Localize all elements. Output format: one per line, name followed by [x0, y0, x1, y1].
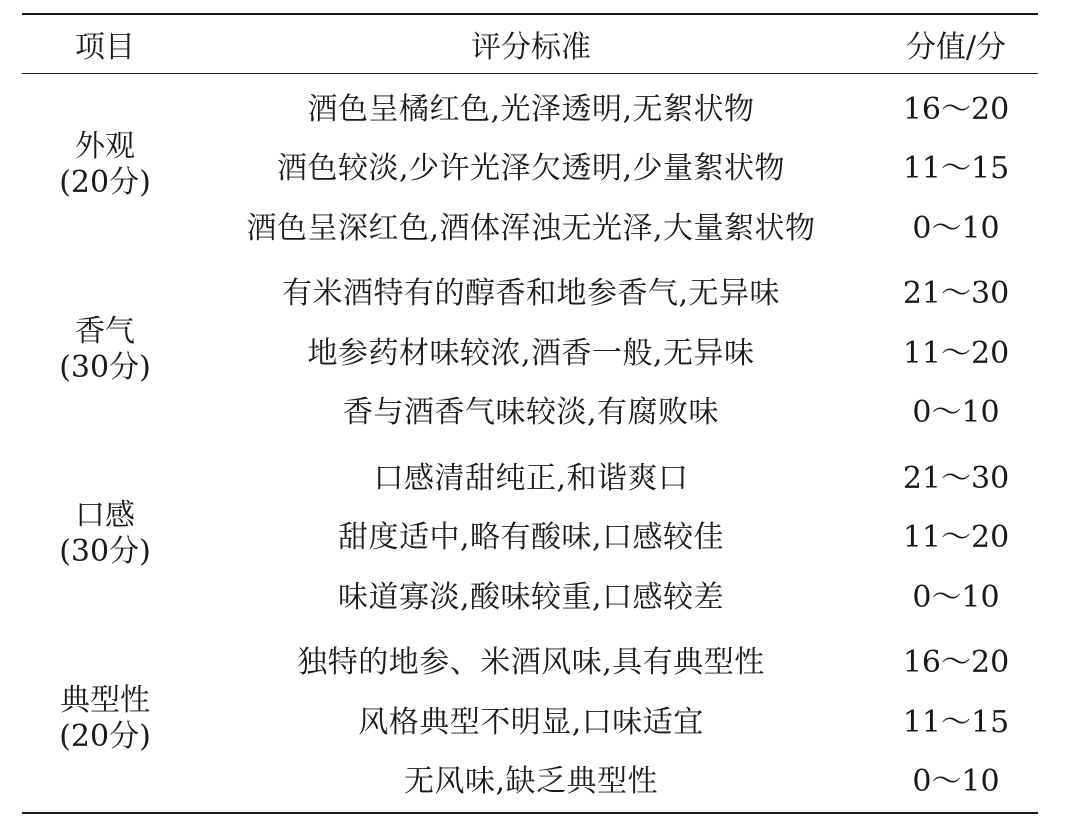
table-row	[188, 261, 1038, 321]
group-points: (20分)	[59, 165, 151, 201]
score-cell: 21～30	[902, 276, 1010, 312]
table-row	[188, 564, 1038, 624]
group-name: 口感	[75, 498, 135, 534]
group-label	[22, 76, 188, 255]
score-cell: 11～15	[902, 151, 1010, 187]
table-row	[188, 749, 1038, 809]
group-label	[22, 630, 188, 809]
score-cell: 0～10	[912, 210, 1000, 246]
table-row	[188, 445, 1038, 505]
criteria-cell: 有米酒特有的醇香和地参香气,无异味	[281, 276, 781, 312]
score-cell: 11～20	[902, 520, 1010, 556]
criteria-cell: 无风味,缺乏典型性	[403, 764, 659, 800]
criteria-cell: 酒色呈橘红色,光泽透明,无絮状物	[307, 91, 755, 127]
criteria-cell: 味道寡淡,酸味较重,口感较差	[337, 579, 725, 615]
group-points: (20分)	[59, 718, 151, 754]
score-cell: 16～20	[902, 91, 1010, 127]
header-score: 分值/分	[905, 30, 1007, 65]
table-row	[188, 505, 1038, 565]
group-points: (30分)	[59, 534, 151, 570]
group-points: (30分)	[59, 349, 151, 385]
criteria-cell: 口感清甜纯正,和谐爽口	[373, 460, 689, 496]
group-name: 典型性	[60, 682, 150, 718]
group-appearance	[22, 76, 1038, 255]
bottom-rule	[22, 812, 1038, 814]
criteria-cell: 香与酒香气味较淡,有腐败味	[342, 395, 720, 431]
score-cell: 0～10	[912, 579, 1000, 615]
group-label	[22, 261, 188, 440]
score-cell: 0～10	[912, 395, 1000, 431]
criteria-cell: 酒色呈深红色,酒体浑浊无光泽,大量絮状物	[246, 210, 816, 246]
score-cell: 16～20	[902, 645, 1010, 681]
score-cell: 0～10	[912, 764, 1000, 800]
score-cell: 21～30	[902, 460, 1010, 496]
criteria-cell: 酒色较淡,少许光泽欠透明,少量絮状物	[276, 151, 786, 187]
group-label	[22, 445, 188, 624]
table-row	[188, 630, 1038, 690]
criteria-cell: 地参药材味较浓,酒香一般,无异味	[307, 335, 755, 371]
table-body	[22, 74, 1038, 812]
table-row	[188, 380, 1038, 440]
table-row	[188, 320, 1038, 380]
table-row	[188, 76, 1038, 136]
criteria-cell: 独特的地参、米酒风味,具有典型性	[297, 645, 765, 681]
group-taste	[22, 445, 1038, 624]
header-criteria: 评分标准	[471, 30, 591, 65]
group-aroma	[22, 261, 1038, 440]
group-name: 香气	[75, 313, 135, 349]
score-cell: 11～20	[902, 335, 1010, 371]
criteria-cell: 风格典型不明显,口味适宜	[358, 704, 704, 740]
table-header	[22, 15, 1038, 73]
scoring-table	[22, 13, 1038, 814]
score-cell: 11～15	[902, 704, 1010, 740]
table-row	[188, 136, 1038, 196]
header-item: 项目	[75, 30, 135, 65]
criteria-cell: 甜度适中,略有酸味,口感较佳	[337, 520, 725, 556]
table-row	[188, 689, 1038, 749]
group-name: 外观	[75, 129, 135, 165]
table-row	[188, 195, 1038, 255]
group-typicality	[22, 630, 1038, 809]
